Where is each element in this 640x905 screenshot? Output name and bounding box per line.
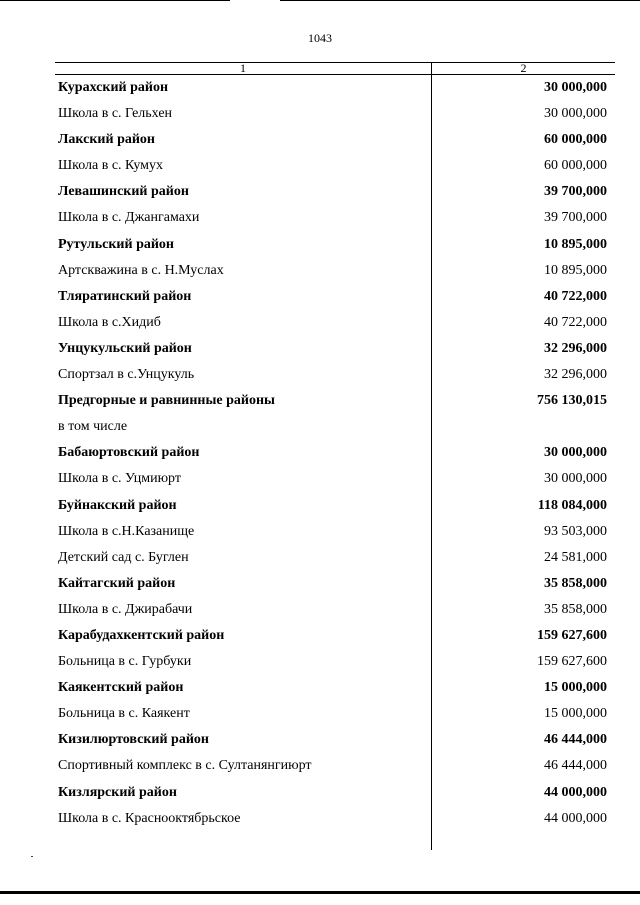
table-row — [55, 388, 615, 414]
table-row — [55, 623, 615, 649]
row-name: Бабаюртовский район — [58, 445, 200, 461]
row-value: 46 444,000 — [544, 732, 607, 748]
row-name: Школа в с. Джангамахи — [58, 210, 200, 226]
row-name: Каякентский район — [58, 680, 184, 696]
table-row — [55, 806, 615, 832]
table-row — [55, 571, 615, 597]
row-name: Школа в с.Н.Казанище — [58, 523, 195, 539]
table-row — [55, 519, 615, 545]
table-row — [55, 179, 615, 205]
row-value: 756 130,015 — [537, 393, 607, 409]
row-value: 32 296,000 — [544, 340, 607, 356]
table-row — [55, 127, 615, 153]
row-value: 15 000,000 — [544, 706, 607, 722]
row-name: Артскважина в с. Н.Муслах — [58, 262, 224, 278]
row-value: 15 000,000 — [544, 680, 607, 696]
row-value: 159 627,600 — [537, 627, 607, 643]
table-row — [55, 675, 615, 701]
table-row — [55, 205, 615, 231]
table-row — [55, 362, 615, 388]
row-name: Карабудахкентский район — [58, 627, 225, 643]
row-name: Курахский район — [58, 80, 169, 95]
column-header-1: 1 — [240, 61, 246, 75]
table-row — [55, 780, 615, 806]
row-value: 60 000,000 — [544, 132, 607, 148]
row-value: 10 895,000 — [544, 262, 607, 278]
row-value: 35 858,000 — [544, 575, 607, 591]
table-row — [55, 649, 615, 675]
row-value: 39 700,000 — [544, 184, 607, 200]
row-name: Тляратинский район — [58, 288, 192, 304]
row-name: Левашинский район — [58, 184, 189, 200]
table-header — [55, 62, 615, 75]
table-row — [55, 310, 615, 336]
table-row — [55, 493, 615, 519]
row-value: 46 444,000 — [544, 758, 607, 774]
row-name: Детский сад с. Буглен — [58, 549, 189, 565]
table-row — [55, 153, 615, 179]
row-value: 44 000,000 — [544, 784, 607, 800]
top-edge-line — [0, 0, 230, 1]
table-row — [55, 258, 615, 284]
row-value: 35 858,000 — [544, 601, 607, 617]
row-value: 30 000,000 — [544, 471, 607, 487]
table-row — [55, 727, 615, 753]
table-row — [55, 545, 615, 571]
page-number: 1043 — [308, 31, 332, 45]
row-value: 39 700,000 — [544, 210, 607, 226]
row-value: 159 627,600 — [537, 654, 607, 670]
row-name: Кизилюртовский район — [58, 732, 209, 748]
scan-speck — [31, 856, 33, 857]
row-value: 32 296,000 — [544, 367, 607, 383]
row-name: Школа в с.Хидиб — [58, 314, 161, 330]
row-value: 60 000,000 — [544, 158, 607, 174]
column-header-2: 2 — [520, 61, 527, 75]
bottom-edge-bar — [0, 891, 640, 894]
row-name: в том числе — [58, 419, 128, 435]
row-value: 30 000,000 — [544, 106, 607, 122]
row-name: Школа в с. Кумух — [58, 158, 164, 174]
row-name: Лакский район — [58, 132, 155, 148]
row-value: 44 000,000 — [544, 810, 607, 826]
row-name: Школа в с. Джирабачи — [58, 601, 193, 617]
row-value: 40 722,000 — [544, 314, 607, 330]
table-row — [55, 466, 615, 492]
row-name: Унцукульский район — [58, 340, 192, 356]
budget-table — [55, 62, 615, 832]
row-value: 93 503,000 — [544, 523, 607, 539]
row-value: 40 722,000 — [544, 288, 607, 304]
row-value: 118 084,000 — [537, 497, 607, 513]
table-row — [55, 284, 615, 310]
row-name: Спортзал в с.Унцукуль — [58, 367, 195, 383]
table-row — [55, 336, 615, 362]
row-name: Больница в с. Каякент — [58, 706, 190, 722]
row-name: Школа в с. Краснооктябрьское — [58, 810, 241, 826]
row-value: 30 000,000 — [544, 80, 607, 95]
row-name: Кизлярский район — [58, 784, 177, 800]
top-edge-line — [280, 0, 640, 1]
row-name: Больница в с. Гурбуки — [58, 654, 192, 670]
table-row — [55, 75, 615, 101]
table-body — [55, 75, 615, 832]
table-row — [55, 440, 615, 466]
row-name: Школа в с. Гельхен — [58, 106, 173, 122]
table-row — [55, 232, 615, 258]
table-row — [55, 701, 615, 727]
row-name: Школа в с. Уцмиюрт — [58, 471, 181, 487]
column-divider — [431, 62, 432, 850]
table-row — [55, 101, 615, 127]
row-name: Кайтагский район — [58, 575, 176, 591]
row-name: Спортивный комплекс в с. Султанянгиюрт — [58, 758, 312, 774]
table-row — [55, 753, 615, 779]
row-value: 10 895,000 — [544, 236, 607, 252]
row-name: Буйнакский район — [58, 497, 177, 513]
row-name: Предгорные и равнинные районы — [58, 393, 275, 409]
table-row — [55, 597, 615, 623]
table-row — [55, 414, 615, 440]
row-name: Рутульский район — [58, 236, 174, 252]
row-value: 30 000,000 — [544, 445, 607, 461]
row-value: 24 581,000 — [544, 549, 607, 565]
